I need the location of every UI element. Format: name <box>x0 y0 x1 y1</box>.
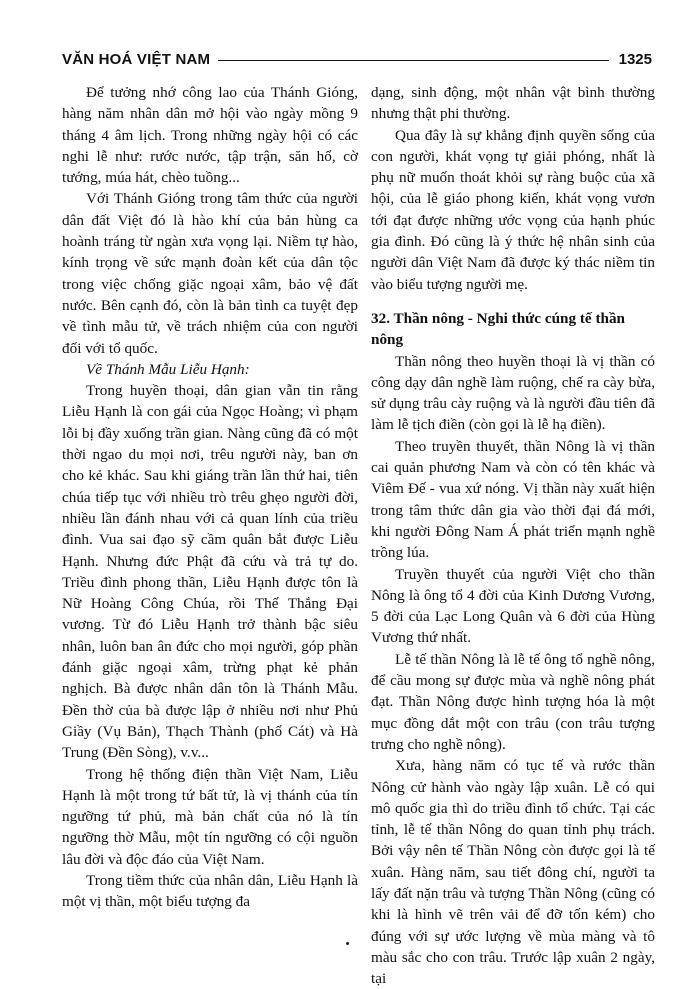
paragraph: Để tưởng nhớ công lao của Thánh Gióng, hàng năm nhân dân mở hội vào ngày mồng 9 tháng 4 âm lịch. Trong những ngày hội có các nghi lễ như: rước nước, tập trận, săn hổ, cờ tướng, múa hát, chèo tuồng... <box>62 84 358 187</box>
right-column <box>371 82 655 989</box>
paragraph: Thần nông theo huyền thoại là vị thần có công dạy dân nghề làm ruộng, chế ra cày bừa, sử dụng trâu cày ruộng và là người đầu tiên đã làm lễ tịch điền (còn gọi là lễ hạ điền). <box>371 352 655 434</box>
paragraph: Trong tiềm thức của nhân dân, Liễu Hạnh là một vị thần, một biểu tượng đa <box>62 871 358 911</box>
paragraph: Trong huyền thoại, dân gian vẫn tin rằng Liễu Hạnh là con gái của Ngọc Hoàng; vì phạm lỗi bị đầy xuống trần gian. Nàng cũng đã có một thời ngao du mọi nơi, trêu người này, ban ơn cho kẻ khác. Sau khi giáng trần lần thứ hai, tiên chúa tiếp tục với nhiều trò trêu ghẹo người đời, nhiều lần đánh nhau với cả quan lính của triều đình. Vua sai đạo sỹ cầm quân bắt được Liễu Hạnh. Nhưng đức Phật đã cứu và trả tự do. Triều đình phong thần, Liễu Hạnh được tôn là Nữ Hoàng Công Chúa, rồi Thế Thắng Đại vương. Từ đó Liễu Hạnh trở thành bậc siêu nhân, luôn ban ân đức cho mọi người, góp phần đánh giặc ngoại xâm, trừng phạt kẻ phản nghịch. Bà được nhân dân tôn là Thánh Mẫu. Đền thờ của bà được lập ở nhiều nơi như Phủ Giầy (Vụ Bản), Thạch Thành (phố Cát) và Hà Trung (Đền Sòng), v.v... <box>62 382 358 762</box>
stray-dot-mark <box>346 942 349 945</box>
paragraph: Truyền thuyết của người Việt cho thần Nông là ông tổ 4 đời của Kinh Dương Vương, 5 đời của Lạc Long Quân và 6 đời của Hùng Vương thứ nhất. <box>371 565 655 647</box>
left-column <box>62 82 358 913</box>
page-number: 1325 <box>618 50 652 68</box>
header-title: VĂN HOÁ VIỆT NAM <box>62 50 211 68</box>
paragraph: Lễ tế thần Nông là lễ tế ông tổ nghề nông, để cầu mong sự được mùa và nghề nông phát đạt. Thần Nông được hình tượng hóa là một mục đồng dắt một con trâu (con trâu tượng trưng cho nghề nông). <box>371 650 655 753</box>
paragraph: Qua đây là sự khẳng định quyền sống của con người, khát vọng tự giải phóng, nhất là phụ nữ muốn thoát khỏi sự ràng buộc của xã hội, của lễ giáo phong kiến, khát vọng vươn tới đạt được những ước vọng của hạnh phúc gia đình. Đó cũng là ý thức hệ nhân sinh của người dân Việt Nam đã được ký thác niềm tin vào biểu tượng người mẹ. <box>371 126 655 293</box>
header-rule <box>218 60 608 61</box>
paragraph: Theo truyền thuyết, thần Nông là vị thần cai quản phương Nam và còn có tên khác và Viêm Đế - vua xứ nóng. Vị thần này xuất hiện trong tâm thức dân gia vào thời đại đá mới, khi người Đông Nam Á phát triển mạnh nghề trồng lúa. <box>371 437 655 562</box>
paragraph: Xưa, hàng năm có tục tế và rước thần Nông cử hành vào ngày lập xuân. Lễ có qui mô quốc gia thì do triều đình tổ chức. Tại các tỉnh, lễ tế thần Nông do quan tỉnh phụ trách. Bởi vậy nên tế Thần Nông còn được gọi là tế xuân. Hàng năm, sau tiết đông chí, người ta lấy đất nặn trâu và tượng Thần Nông (cũng có khi là hình vẽ trên vải để đỡ tốn kém) cho đúng với sự ước lượng về mùa màng và tô màu sắc cho con trâu. Trước lập xuân 2 ngày, tại <box>371 757 655 988</box>
section-heading: 32. Thần nông - Nghi thức cúng tế thần nông <box>371 309 625 349</box>
paragraph: Về Thánh Mẫu Liễu Hạnh: <box>86 360 250 378</box>
running-header <box>62 48 652 70</box>
paragraph: Với Thánh Gióng trong tâm thức của người dân đất Việt đó là hào khí của bản hùng ca hoành tráng từ ngàn xưa vọng lại. Niềm tự hào, kính trọng về sức mạnh đoàn kết của dân tộc trong việc chống giặc ngoại xâm, bảo vệ đất nước. Bên cạnh đó, còn là bản tình ca tuyệt đẹp về tình mẫu tử, về trách nhiệm của con người đối với tổ quốc. <box>62 190 358 357</box>
paragraph: dạng, sinh động, một nhân vật bình thường nhưng thật phi thường. <box>371 84 655 123</box>
paragraph: Trong hệ thống điện thần Việt Nam, Liễu Hạnh là một trong tứ bất tử, là vị thánh của tín ngưỡng tứ phủ, mà bản chất của nó là tín ngưỡng thờ Mẫu, một tín ngưỡng có cội nguồn lâu đời và độc đáo của Việt Nam. <box>62 765 358 868</box>
